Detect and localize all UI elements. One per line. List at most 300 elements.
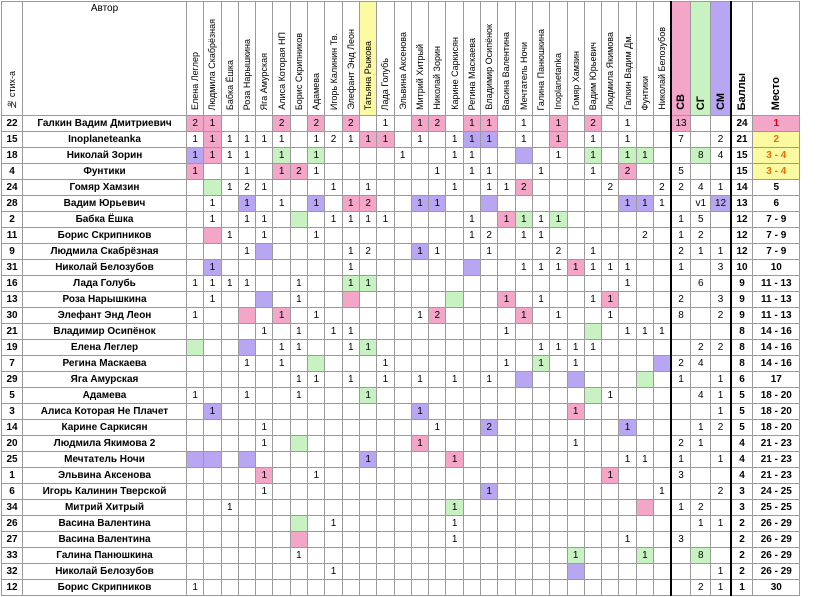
score-cell (342, 308, 359, 324)
score-cell (446, 164, 463, 180)
score-cell: 1 (411, 308, 428, 324)
score-cell (325, 340, 342, 356)
score-cell (359, 148, 376, 164)
score-cell (481, 564, 498, 580)
score-cell (411, 148, 428, 164)
row-author: Лада Голубь (23, 276, 187, 292)
score-cell (567, 468, 584, 484)
score-cell (308, 212, 325, 228)
score-cell (256, 196, 273, 212)
score-cell: 1 (515, 212, 532, 228)
sv-cell (671, 340, 691, 356)
score-cell (567, 228, 584, 244)
score-cell: 1 (550, 308, 567, 324)
balls-cell: 6 (731, 372, 753, 388)
score-cell (619, 340, 636, 356)
score-cell (377, 436, 394, 452)
score-cell (567, 292, 584, 308)
score-cell (221, 420, 238, 436)
score-cell (567, 580, 584, 596)
place-cell: 26 - 29 (753, 564, 800, 580)
score-cell (411, 228, 428, 244)
score-cell (273, 228, 290, 244)
score-cell: 1 (359, 132, 376, 148)
score-cell (290, 148, 307, 164)
score-cell (654, 212, 671, 228)
row-number: 14 (2, 420, 23, 436)
score-cell (273, 484, 290, 500)
row-number: 28 (2, 196, 23, 212)
sg-cell (691, 372, 711, 388)
row-author: Карине Саркисян (23, 420, 187, 436)
score-cell: 1 (342, 260, 359, 276)
balls-cell: 15 (731, 148, 753, 164)
score-cell (515, 468, 532, 484)
score-cell (463, 420, 480, 436)
score-cell (187, 212, 204, 228)
balls-cell: 9 (731, 308, 753, 324)
score-cell (567, 532, 584, 548)
score-cell (290, 500, 307, 516)
score-cell (654, 452, 671, 468)
score-cell (342, 548, 359, 564)
score-cell: 1 (619, 452, 636, 468)
score-cell (550, 548, 567, 564)
score-cell: 1 (515, 228, 532, 244)
score-cell: 1 (359, 388, 376, 404)
score-cell (602, 372, 619, 388)
row-author: Алиса Которая Не Плачет (23, 404, 187, 420)
score-cell: 1 (377, 212, 394, 228)
score-cell (411, 452, 428, 468)
score-cell (463, 436, 480, 452)
score-cell (463, 388, 480, 404)
row-author: Мечтатель Ночи (23, 452, 187, 468)
score-cell (567, 564, 584, 580)
score-cell (636, 292, 653, 308)
score-cell (602, 212, 619, 228)
balls-cell: 15 (731, 164, 753, 180)
score-cell (498, 148, 515, 164)
score-cell (532, 580, 549, 596)
row-author: Яга Амурская (23, 372, 187, 388)
table-row (2, 516, 800, 532)
score-cell (584, 180, 601, 196)
score-cell (550, 228, 567, 244)
balls-cell: 2 (731, 548, 753, 564)
sm-cell: 12 (711, 196, 731, 212)
score-cell (359, 580, 376, 596)
place-cell: 14 - 16 (753, 356, 800, 372)
score-cell: 1 (221, 276, 238, 292)
score-cell: 1 (567, 548, 584, 564)
judge-header (602, 2, 619, 116)
table-row (2, 292, 800, 308)
score-cell: 1 (411, 116, 428, 132)
score-cell (187, 516, 204, 532)
score-cell (204, 564, 221, 580)
sv-cell (671, 148, 691, 164)
score-cell (377, 324, 394, 340)
score-cell (602, 484, 619, 500)
row-number: 13 (2, 292, 23, 308)
score-cell: 1 (204, 404, 221, 420)
score-cell (411, 324, 428, 340)
score-cell (290, 532, 307, 548)
score-cell (636, 132, 653, 148)
row-number: 2 (2, 212, 23, 228)
score-cell (221, 372, 238, 388)
score-cell (394, 356, 411, 372)
score-cell (290, 436, 307, 452)
score-cell (636, 116, 653, 132)
sm-cell (711, 276, 731, 292)
score-cell (394, 292, 411, 308)
score-cell (221, 308, 238, 324)
score-cell (532, 436, 549, 452)
table-row (2, 564, 800, 580)
score-cell (602, 164, 619, 180)
judge-header (256, 2, 273, 116)
judge-header (273, 2, 290, 116)
score-cell: 1 (290, 276, 307, 292)
score-cell (515, 484, 532, 500)
score-cell (359, 468, 376, 484)
score-cell (515, 580, 532, 596)
score-cell (204, 452, 221, 468)
score-cell (481, 196, 498, 212)
score-cell: 1 (636, 148, 653, 164)
sg-cell: 2 (691, 228, 711, 244)
sg-cell (691, 404, 711, 420)
sv-header (671, 2, 691, 116)
score-cell: 1 (532, 164, 549, 180)
score-cell: 1 (187, 388, 204, 404)
score-cell (515, 372, 532, 388)
score-cell (238, 580, 255, 596)
score-cell (359, 436, 376, 452)
score-cell (325, 244, 342, 260)
balls-cell: 9 (731, 276, 753, 292)
score-cell (325, 308, 342, 324)
score-cell (498, 340, 515, 356)
score-cell (584, 308, 601, 324)
score-cell (602, 420, 619, 436)
score-cell: 2 (636, 228, 653, 244)
score-cell (619, 180, 636, 196)
score-cell (636, 420, 653, 436)
score-cell (515, 564, 532, 580)
score-cell (377, 516, 394, 532)
score-cell: 2 (584, 116, 601, 132)
score-cell: 1 (204, 148, 221, 164)
score-cell (584, 372, 601, 388)
score-cell: 1 (550, 132, 567, 148)
score-cell (463, 196, 480, 212)
score-cell (290, 516, 307, 532)
score-cell: 1 (463, 228, 480, 244)
score-cell: 1 (532, 292, 549, 308)
sg-cell: 2 (691, 500, 711, 516)
table-row (2, 132, 800, 148)
row-number: 27 (2, 532, 23, 548)
score-cell: 1 (342, 244, 359, 260)
score-cell: 1 (394, 148, 411, 164)
row-author: Владимир Осипёнок (23, 324, 187, 340)
score-cell (515, 548, 532, 564)
place-cell: 10 (753, 260, 800, 276)
score-cell: 1 (342, 276, 359, 292)
score-cell: 1 (411, 132, 428, 148)
sv-cell: 3 (671, 468, 691, 484)
score-cell (204, 308, 221, 324)
score-cell (221, 580, 238, 596)
header-label: Яга Амурская (259, 52, 270, 110)
judge-header (359, 2, 376, 116)
place-header (753, 2, 800, 116)
score-cell (290, 196, 307, 212)
score-cell (602, 532, 619, 548)
balls-cell: 2 (731, 516, 753, 532)
score-cell (481, 308, 498, 324)
score-cell: 1 (238, 148, 255, 164)
score-cell (411, 468, 428, 484)
score-cell (273, 564, 290, 580)
balls-cell: 2 (731, 564, 753, 580)
place-cell: 30 (753, 580, 800, 596)
score-cell (550, 324, 567, 340)
score-cell: 1 (290, 324, 307, 340)
score-cell (446, 292, 463, 308)
score-cell: 1 (532, 260, 549, 276)
balls-cell: 5 (731, 404, 753, 420)
score-cell (342, 468, 359, 484)
score-cell: 1 (567, 340, 584, 356)
score-cell (446, 260, 463, 276)
score-cell (584, 548, 601, 564)
score-cell (256, 532, 273, 548)
score-cell (411, 388, 428, 404)
score-cell (446, 484, 463, 500)
score-cell (654, 308, 671, 324)
score-cell: 2 (602, 180, 619, 196)
score-cell (411, 580, 428, 596)
score-cell: 2 (308, 116, 325, 132)
judge-header (394, 2, 411, 116)
sg-cell: 1 (691, 436, 711, 452)
judge-header (532, 2, 549, 116)
score-cell (498, 548, 515, 564)
score-cell (204, 548, 221, 564)
place-cell: 21 - 23 (753, 468, 800, 484)
score-cell (429, 580, 446, 596)
judge-header (584, 2, 601, 116)
sv-cell: 2 (671, 436, 691, 452)
score-cell (342, 180, 359, 196)
score-cell (619, 388, 636, 404)
score-cell (342, 420, 359, 436)
score-cell (187, 500, 204, 516)
score-cell (498, 420, 515, 436)
score-cell: 1 (567, 356, 584, 372)
score-cell (481, 404, 498, 420)
score-cell: 1 (619, 148, 636, 164)
score-cell (584, 500, 601, 516)
score-cell (636, 484, 653, 500)
header-label: Эльвина Аксенова (397, 32, 408, 110)
sm-cell (711, 356, 731, 372)
score-cell (238, 484, 255, 500)
score-cell (532, 500, 549, 516)
score-cell (325, 196, 342, 212)
score-cell (602, 516, 619, 532)
score-cell (187, 356, 204, 372)
score-cell: 1 (238, 164, 255, 180)
score-cell (515, 500, 532, 516)
balls-cell: 1 (731, 580, 753, 596)
row-author: Николай Белозубов (23, 564, 187, 580)
score-cell (584, 212, 601, 228)
score-cell (394, 212, 411, 228)
score-cell: 1 (238, 276, 255, 292)
score-cell (273, 292, 290, 308)
score-cell: 1 (446, 452, 463, 468)
sv-cell (671, 516, 691, 532)
header-label: Гомяр Хамзин (570, 50, 581, 110)
score-cell (550, 404, 567, 420)
row-number: 5 (2, 388, 23, 404)
score-cell (187, 484, 204, 500)
score-cell (377, 276, 394, 292)
balls-cell: 2 (731, 532, 753, 548)
place-cell: 18 - 20 (753, 404, 800, 420)
row-author: Игорь Калинин Тверской (23, 484, 187, 500)
balls-cell: 14 (731, 180, 753, 196)
score-cell: 1 (342, 132, 359, 148)
score-cell (654, 372, 671, 388)
table-row (2, 340, 800, 356)
row-number: 9 (2, 244, 23, 260)
score-cell: 2 (359, 244, 376, 260)
score-cell: 1 (238, 244, 255, 260)
score-cell (550, 580, 567, 596)
score-cell (636, 372, 653, 388)
score-cell (394, 180, 411, 196)
judge-header (290, 2, 307, 116)
score-cell (221, 116, 238, 132)
sg-cell: 8 (691, 148, 711, 164)
score-cell (498, 500, 515, 516)
score-cell (325, 276, 342, 292)
score-cell (290, 420, 307, 436)
score-cell (429, 436, 446, 452)
score-cell (308, 420, 325, 436)
score-cell: 1 (446, 132, 463, 148)
score-cell (187, 228, 204, 244)
score-cell (429, 276, 446, 292)
score-cell: 1 (359, 180, 376, 196)
score-cell (567, 244, 584, 260)
score-cell (394, 532, 411, 548)
sg-cell: 2 (691, 580, 711, 596)
score-cell (325, 372, 342, 388)
score-cell (273, 580, 290, 596)
score-cell: 1 (584, 260, 601, 276)
score-cell: 1 (584, 164, 601, 180)
row-number: 22 (2, 116, 23, 132)
score-cell (532, 132, 549, 148)
score-cell (619, 484, 636, 500)
judge-header (325, 2, 342, 116)
score-cell (584, 532, 601, 548)
score-cell (238, 548, 255, 564)
score-cell: 1 (342, 212, 359, 228)
score-cell (584, 196, 601, 212)
row-number: 25 (2, 452, 23, 468)
score-cell: 1 (359, 276, 376, 292)
score-cell: 2 (429, 116, 446, 132)
judge-header (308, 2, 325, 116)
score-cell (256, 148, 273, 164)
row-number: 11 (2, 228, 23, 244)
score-cell (619, 308, 636, 324)
score-cell (221, 324, 238, 340)
sg-cell (691, 116, 711, 132)
score-cell (463, 484, 480, 500)
score-cell (394, 452, 411, 468)
balls-cell: 12 (731, 244, 753, 260)
sm-cell: 2 (711, 340, 731, 356)
place-cell: 2 (753, 132, 800, 148)
score-cell (429, 148, 446, 164)
balls-cell: 8 (731, 324, 753, 340)
header-label: Елена Леглер (190, 52, 201, 110)
score-cell (429, 564, 446, 580)
judge-header (619, 2, 636, 116)
score-cell (325, 484, 342, 500)
score-cell (602, 244, 619, 260)
score-cell (221, 340, 238, 356)
judge-header (463, 2, 480, 116)
score-cell (429, 324, 446, 340)
score-cell (377, 420, 394, 436)
score-cell (377, 164, 394, 180)
score-cell: 1 (515, 116, 532, 132)
score-cell (377, 468, 394, 484)
score-cell (359, 228, 376, 244)
table-row (2, 356, 800, 372)
sv-cell: 1 (671, 228, 691, 244)
score-cell (204, 388, 221, 404)
score-cell: 1 (619, 532, 636, 548)
sv-cell: 8 (671, 308, 691, 324)
sm-cell: 2 (711, 484, 731, 500)
score-cell (290, 452, 307, 468)
judge-header (636, 2, 653, 116)
score-cell (654, 276, 671, 292)
score-cell (498, 468, 515, 484)
score-cell: 1 (187, 580, 204, 596)
sm-cell: 1 (711, 452, 731, 468)
score-cell (636, 436, 653, 452)
header-label: СВ (675, 94, 688, 110)
score-cell (602, 500, 619, 516)
row-author: Эльвина Аксенова (23, 468, 187, 484)
score-cell (550, 388, 567, 404)
sg-cell (691, 164, 711, 180)
score-cell (584, 436, 601, 452)
score-cell: 1 (204, 132, 221, 148)
